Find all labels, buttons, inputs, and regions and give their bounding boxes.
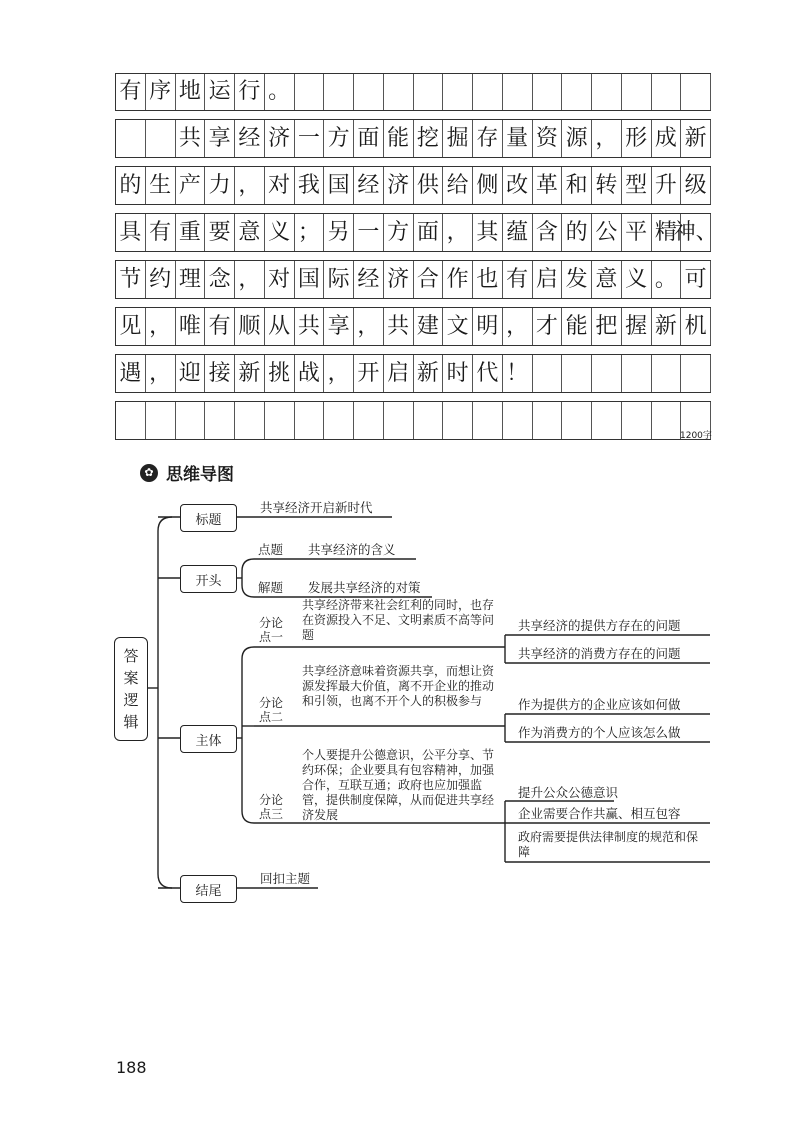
grid-cell: 启	[533, 261, 563, 298]
grid-cell: 的	[116, 167, 146, 204]
grid-cell: 义	[622, 261, 652, 298]
grid-cell: 公	[592, 214, 622, 251]
grid-cell: 。	[265, 74, 295, 110]
grid-cell: ，	[324, 355, 354, 392]
grid-cell: 发	[562, 261, 592, 298]
grid-cell: 给	[443, 167, 473, 204]
grid-cell: 有	[146, 214, 176, 251]
grid-cell: 把	[592, 308, 622, 345]
point-item: 共享经济的消费方存在的问题	[518, 646, 681, 661]
grid-cell: 也	[473, 261, 503, 298]
grid-cell: 生	[146, 167, 176, 204]
root-node	[114, 637, 148, 741]
grid-cell: 方	[324, 120, 354, 157]
title-text: 共享经济开启新时代	[260, 500, 373, 515]
grid-cell: 序	[146, 74, 176, 110]
grid-cell: 意	[592, 261, 622, 298]
grid-cell: 明	[473, 308, 503, 345]
grid-cell: 精	[652, 214, 682, 251]
grid-cell: 享	[205, 120, 235, 157]
point-tag: 分论点二	[258, 696, 283, 724]
flower-icon: ✿	[140, 464, 158, 482]
grid-cell: 挑	[265, 355, 295, 392]
grid-cell: 要	[205, 214, 235, 251]
grid-cell: 义	[265, 214, 295, 251]
grid-cell: 级	[681, 167, 711, 204]
grid-cell: 从	[265, 308, 295, 345]
point-item: 企业需要合作共赢、相互包容	[518, 806, 681, 821]
grid-cell: 济	[265, 120, 295, 157]
grid-cell: 源	[562, 120, 592, 157]
grid-cell: 对	[265, 167, 295, 204]
grid-cell: 国	[324, 167, 354, 204]
grid-cell: 开	[354, 355, 384, 392]
grid-cell: 存	[473, 120, 503, 157]
body-node: 主体	[180, 725, 237, 753]
grid-cell: 握	[622, 308, 652, 345]
opening-node: 开头	[180, 565, 237, 593]
grid-cell: 一	[295, 120, 325, 157]
grid-cell: 代	[473, 355, 503, 392]
root-char: 辑	[123, 713, 139, 731]
grid-cell: 产	[176, 167, 206, 204]
grid-cell: 能	[384, 120, 414, 157]
grid-cell: 一	[354, 214, 384, 251]
grid-cell: 掘	[443, 120, 473, 157]
grid-cell: 成	[652, 120, 682, 157]
grid-cell: 享	[324, 308, 354, 345]
opening-tag: 解题	[258, 580, 284, 595]
grid-cell: 力	[205, 167, 235, 204]
grid-cell: 时	[443, 355, 473, 392]
grid-cell: 济	[384, 167, 414, 204]
grid-cell: 含	[533, 214, 563, 251]
grid-cell: 作	[443, 261, 473, 298]
grid-cell: 行	[235, 74, 265, 110]
ending-text: 回扣主题	[260, 871, 311, 886]
grid-cell: 具	[116, 214, 146, 251]
point-description: 共享经济意味着资源共享，而想让资源发挥最大价值，离不开企业的推动和引领，也离不开个人的积极参与	[302, 664, 495, 708]
grid-cell: 经	[354, 261, 384, 298]
grid-cell: 型	[622, 167, 652, 204]
grid-cell: 意	[235, 214, 265, 251]
grid-cell: 机	[681, 308, 711, 345]
point-item: 作为消费方的个人应该怎么做	[518, 725, 681, 740]
word-count: 1200字	[680, 431, 712, 441]
point-item: 政府需要提供法律制度的规范和保障	[518, 830, 699, 859]
grid-cell: 唯	[176, 308, 206, 345]
grid-cell: 建	[414, 308, 444, 345]
grid-cell: 有	[205, 308, 235, 345]
grid-cell: 其	[473, 214, 503, 251]
grid-cell: 新	[652, 308, 682, 345]
grid-cell: 经	[354, 167, 384, 204]
grid-cell: 和	[562, 167, 592, 204]
point-item: 作为提供方的企业应该如何做	[518, 697, 681, 712]
grid-cell: 挖	[414, 120, 444, 157]
point-description: 个人要提升公德意识，公平分享、节约环保；企业要具有包容精神，加强合作，互联互通；政府也应加强监管，提供制度保障，从而促进共享经济发展	[302, 748, 495, 822]
grid-cell: 节	[116, 261, 146, 298]
grid-cell: 地	[176, 74, 206, 110]
grid-cell: 运	[205, 74, 235, 110]
grid-cell: 升	[652, 167, 682, 204]
root-char: 案	[123, 669, 139, 687]
grid-cell: ，	[235, 261, 265, 298]
grid-cell: 新	[235, 355, 265, 392]
grid-cell: 神、	[681, 214, 711, 251]
point-description: 共享经济带来社会红利的同时，也存在资源投入不足、文明素质不高等问题	[302, 598, 495, 642]
grid-cell: 合	[414, 261, 444, 298]
root-char: 逻	[123, 691, 139, 709]
grid-cell: 际	[324, 261, 354, 298]
grid-cell: 念	[205, 261, 235, 298]
grid-cell: 蕴	[503, 214, 533, 251]
grid-cell: ；	[295, 214, 325, 251]
grid-cell: 济	[384, 261, 414, 298]
point-tag: 分论点一	[258, 616, 283, 644]
grid-cell: 经	[235, 120, 265, 157]
grid-cell: 顺	[235, 308, 265, 345]
grid-cell: 。	[652, 261, 682, 298]
opening-text: 发展共享经济的对策	[308, 580, 421, 595]
grid-cell: ，	[354, 308, 384, 345]
grid-cell: 国	[295, 261, 325, 298]
grid-cell: 才	[533, 308, 563, 345]
grid-cell: 面	[414, 214, 444, 251]
grid-cell: 文	[443, 308, 473, 345]
grid-cell: 方	[384, 214, 414, 251]
mindmap-title-text: 思维导图	[166, 465, 234, 485]
grid-cell: 面	[354, 120, 384, 157]
title-node: 标题	[180, 504, 237, 532]
grid-cell: 战	[295, 355, 325, 392]
grid-cell: 共	[384, 308, 414, 345]
grid-cell: ，	[592, 120, 622, 157]
grid-cell: 见	[116, 308, 146, 345]
grid-cell: 另	[324, 214, 354, 251]
grid-cell: ！	[503, 355, 533, 392]
grid-cell: 形	[622, 120, 652, 157]
grid-cell: 能	[562, 308, 592, 345]
grid-cell: ，	[146, 308, 176, 345]
grid-cell: 共	[295, 308, 325, 345]
grid-cell: ，	[235, 167, 265, 204]
grid-cell: 量	[503, 120, 533, 157]
grid-cell: 新	[681, 120, 711, 157]
grid-cell: 启	[384, 355, 414, 392]
grid-cell: 有	[116, 74, 146, 110]
grid-cell: 对	[265, 261, 295, 298]
grid-cell: 接	[205, 355, 235, 392]
grid-cell: 共	[176, 120, 206, 157]
grid-cell: 有	[503, 261, 533, 298]
grid-cell: 我	[295, 167, 325, 204]
root-char: 答	[123, 647, 139, 665]
page-number: 188	[116, 1058, 147, 1077]
point-item: 共享经济的提供方存在的问题	[518, 618, 681, 633]
grid-cell: 的	[562, 214, 592, 251]
grid-cell: 平	[622, 214, 652, 251]
grid-cell: ，	[443, 214, 473, 251]
grid-cell: 改	[503, 167, 533, 204]
grid-cell: 约	[146, 261, 176, 298]
ending-node: 结尾	[180, 875, 237, 903]
grid-cell: 侧	[473, 167, 503, 204]
grid-cell: 资	[533, 120, 563, 157]
grid-cell: 供	[414, 167, 444, 204]
grid-cell: ，	[503, 308, 533, 345]
grid-cell: 重	[176, 214, 206, 251]
point-item: 提升公众公德意识	[518, 785, 619, 800]
grid-cell: 转	[592, 167, 622, 204]
grid-cell: 理	[176, 261, 206, 298]
opening-text: 共享经济的含义	[308, 542, 396, 557]
grid-cell: 新	[414, 355, 444, 392]
grid-cell: 遇	[116, 355, 146, 392]
point-tag: 分论点三	[258, 793, 283, 821]
opening-tag: 点题	[258, 542, 284, 557]
grid-cell: 迎	[176, 355, 206, 392]
grid-cell: ，	[146, 355, 176, 392]
grid-cell: 革	[533, 167, 563, 204]
grid-cell: 可	[681, 261, 711, 298]
